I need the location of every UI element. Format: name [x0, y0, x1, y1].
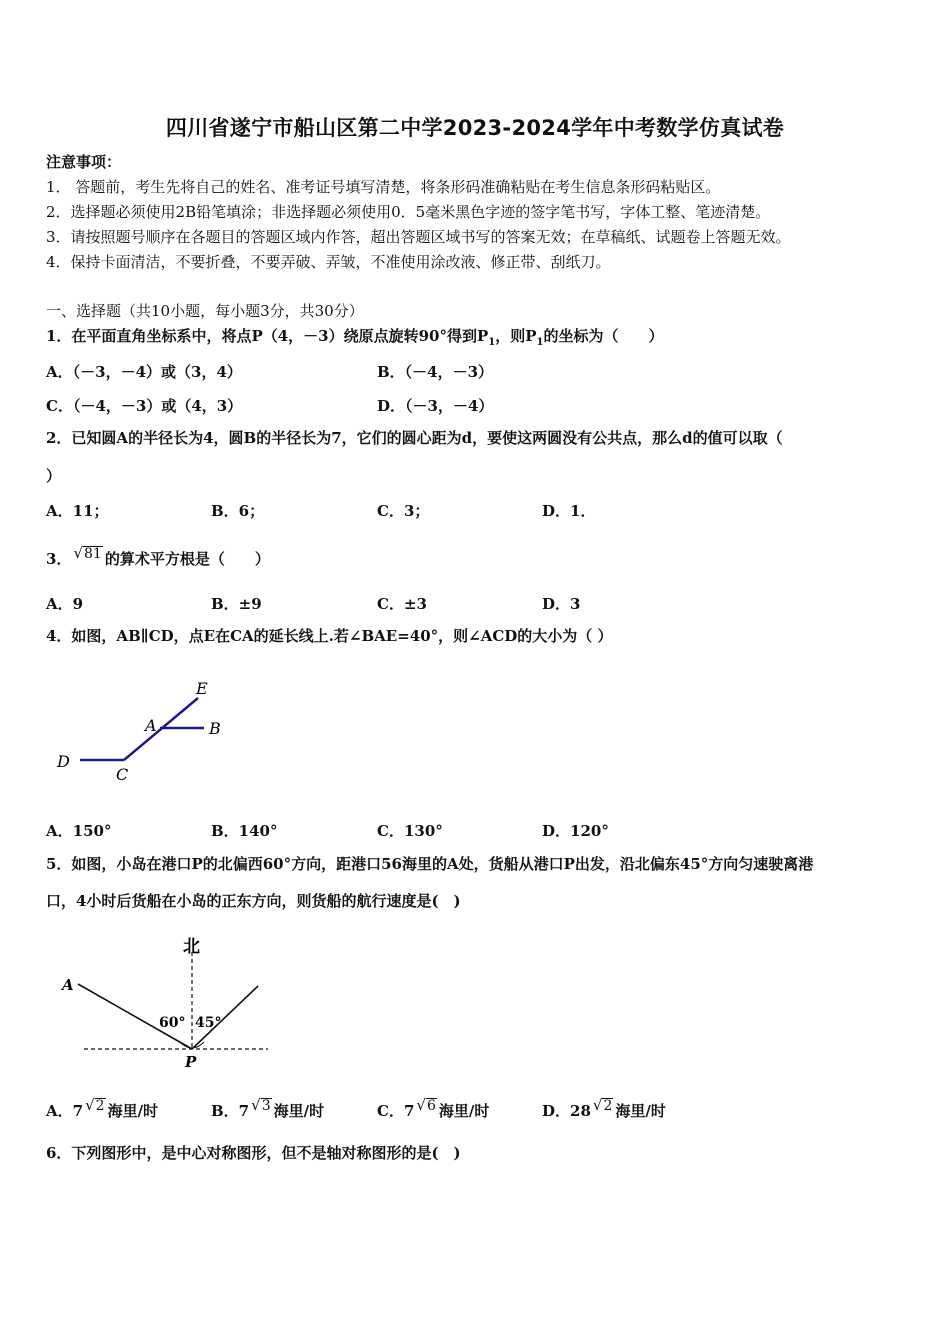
label-north: 北: [183, 937, 200, 957]
section-heading: 一、选择题（共10小题，每小题3分，共30分）: [46, 302, 364, 320]
option-b[interactable]: B．7 √3 海里/时: [211, 1096, 325, 1120]
option-c[interactable]: C．（－4，－3）或（4，3）: [46, 397, 243, 415]
page-title: 四川省遂宁市船山区第二中学2023-2024学年中考数学仿真试卷: [165, 116, 785, 140]
option-b[interactable]: B．±9: [211, 595, 262, 613]
option-c[interactable]: C．3；: [377, 502, 430, 520]
sqrt-expression: √3: [251, 1096, 271, 1114]
option-d[interactable]: D．120°: [542, 822, 609, 840]
label-e: E: [196, 679, 208, 698]
label-c: C: [116, 765, 129, 784]
sqrt-expression: √2: [592, 1096, 613, 1114]
label-angle-60: 60°: [159, 1015, 186, 1031]
label-a: A: [62, 976, 74, 994]
option-d[interactable]: D．3: [542, 595, 581, 613]
label-d: D: [57, 752, 70, 771]
notice-item: 2．选择题必须使用2B铅笔填涂；非选择题必须使用0．5毫米黑色字迹的签字笔书写，字体工整、笔迹清楚。: [46, 203, 771, 221]
option-c[interactable]: C．130°: [377, 822, 443, 840]
notice-heading: 注意事项：: [46, 153, 122, 171]
question-1-stem: 1．在平面直角坐标系中，将点P（4，－3）绕原点旋转90°得到$P_1$，则$P_1$的坐标为（ ）: [46, 327, 664, 348]
question-2-stem-cont: ）: [46, 467, 62, 485]
sqrt-expression: √6: [416, 1096, 436, 1114]
sqrt-expression: √2: [85, 1096, 105, 1114]
option-b[interactable]: B．6；: [211, 502, 265, 520]
option-c[interactable]: C．±3: [377, 595, 427, 613]
question-3-stem: 3． √81 的算术平方根是（ ）: [46, 544, 270, 568]
option-d[interactable]: D．28 √2 海里/时: [542, 1096, 666, 1120]
label-b: B: [209, 719, 221, 738]
question-5-stem-cont: 口，4小时后货船在小岛的正东方向，则货船的航行速度是( ): [46, 892, 461, 910]
option-a[interactable]: A．7 √2 海里/时: [46, 1096, 159, 1120]
label-angle-45: 45°: [195, 1015, 222, 1031]
option-b[interactable]: B．（－4，－3）: [377, 363, 494, 381]
question-4-stem: 4．如图，AB∥CD，点E在CA的延长线上.若∠BAE=40°，则∠ACD的大小为（ ）: [46, 627, 613, 645]
option-c[interactable]: C．7 √6 海里/时: [377, 1096, 490, 1120]
option-a[interactable]: A．150°: [46, 822, 112, 840]
question-6-stem: 6．下列图形中，是中心对称图形，但不是轴对称图形的是( ): [46, 1144, 461, 1162]
option-d[interactable]: D．1．: [542, 502, 596, 520]
label-p: P: [185, 1053, 197, 1070]
question-5-stem: 5．如图，小岛在港口P的北偏西60°方向，距港口56海里的A处，货船从港口P出发，沿北偏东45°方向匀速驶离港: [46, 855, 814, 873]
label-a: A: [145, 716, 157, 735]
option-a[interactable]: A．11；: [46, 502, 109, 520]
notice-item: 3．请按照题号顺序在各题目的答题区域内作答，超出答题区域书写的答案无效；在草稿纸、试题卷上答题无效。: [46, 228, 791, 246]
question-2-stem: 2．已知圆A的半径长为4，圆B的半径长为7，它们的圆心距为d，要使这两圆没有公共点，那么d的值可以取（: [46, 429, 783, 447]
sqrt-expression: √81: [73, 544, 102, 562]
option-d[interactable]: D．（－3，－4）: [377, 397, 494, 415]
notice-item: 1． 答题前，考生先将自己的姓名、准考证号填写清楚，将条形码准确粘贴在考生信息条形码粘贴区。: [46, 178, 721, 196]
question-5-figure: [46, 930, 286, 1070]
option-a[interactable]: A．9: [46, 595, 84, 613]
option-b[interactable]: B．140°: [211, 822, 278, 840]
notice-item: 4．保持卡面清洁，不要折叠，不要弄破、弄皱，不准使用涂改液、修正带、刮纸刀。: [46, 253, 611, 271]
question-4-figure: [46, 672, 246, 792]
option-a[interactable]: A．（－3，－4）或（3，4）: [46, 363, 242, 381]
